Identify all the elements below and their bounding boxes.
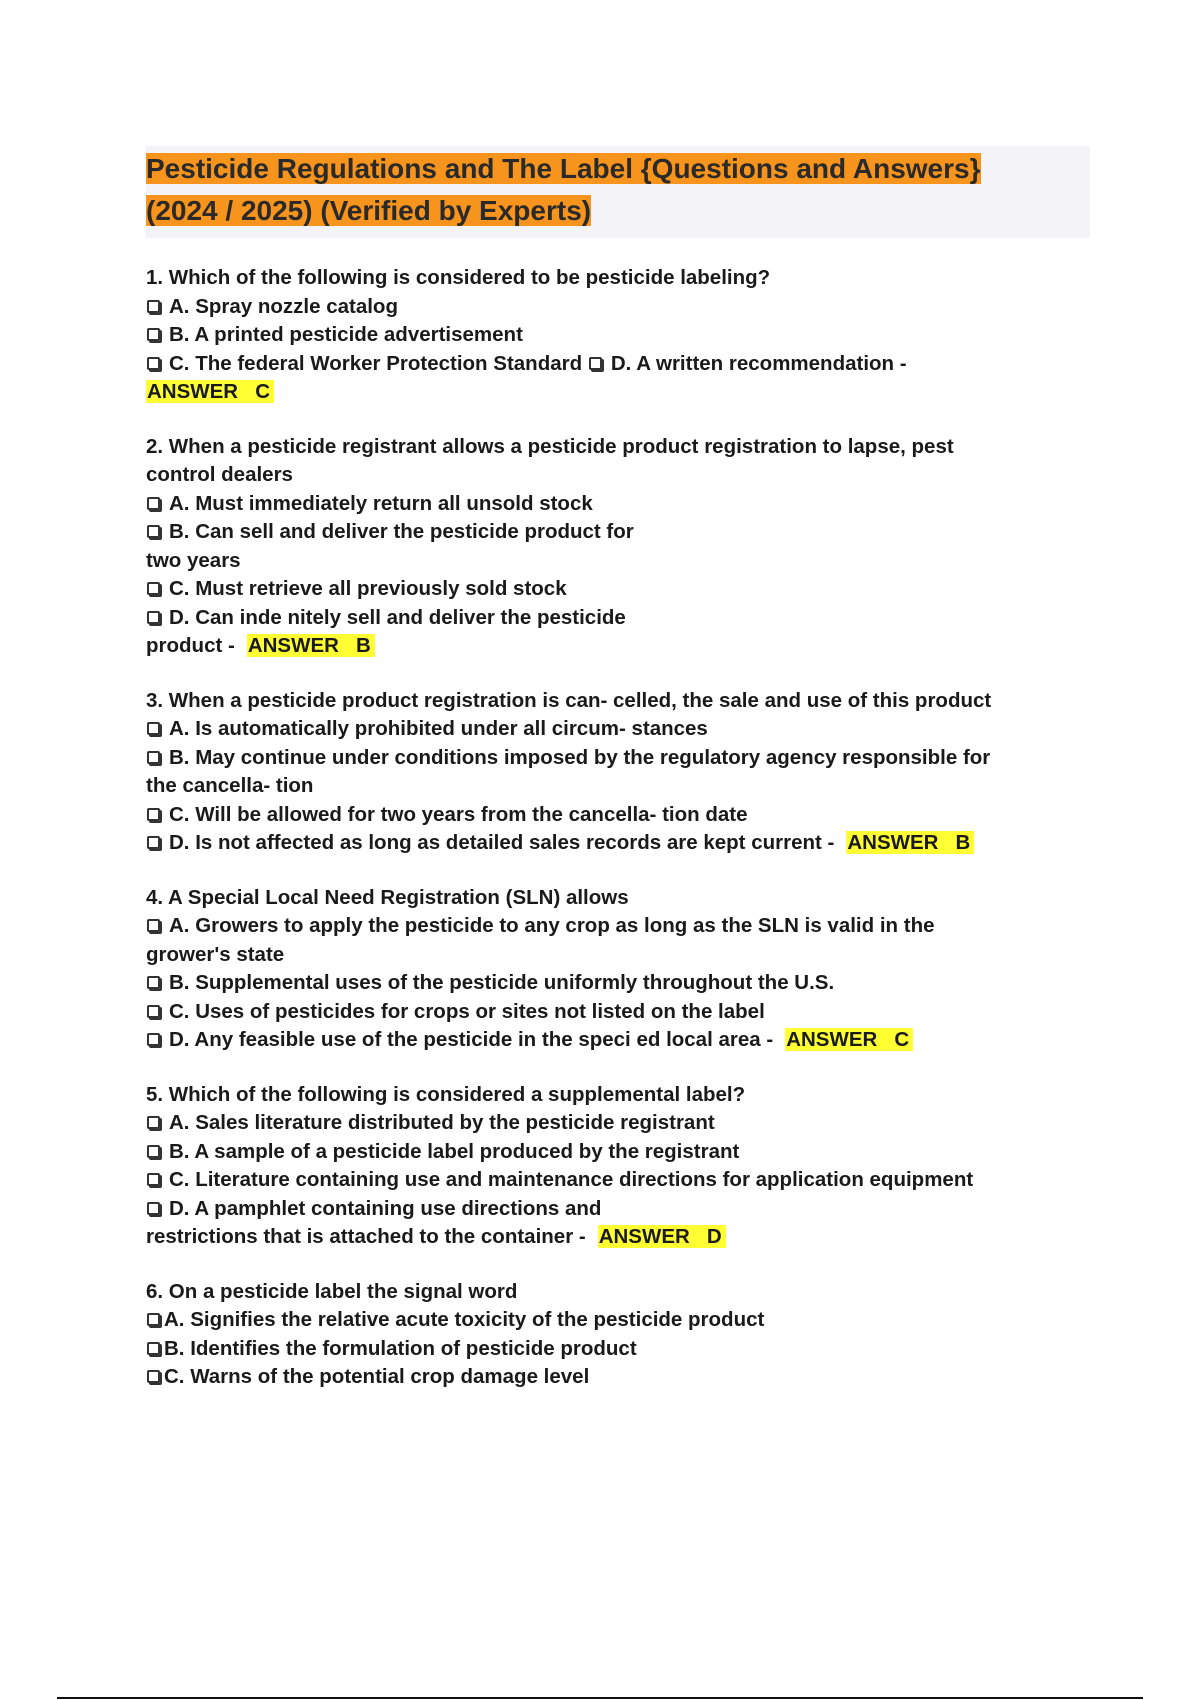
option-c: C. Must retrieve all previously sold stock xyxy=(146,575,1090,604)
question-stem: 1. Which of the following is considered to be pesticide labeling? xyxy=(146,266,771,289)
option-b: B. A sample of a pesticide label produced by the registrant xyxy=(146,1138,1090,1167)
checkbox-icon xyxy=(147,722,160,735)
question-stem: 3. When a pesticide product registration is can- celled, the sale and use of this product xyxy=(146,688,992,712)
checkbox-icon xyxy=(147,328,160,341)
checkbox-icon xyxy=(147,1116,160,1129)
question-4 xyxy=(146,884,1090,1055)
option-d: D. Can inde nitely sell and deliver the pesticide xyxy=(146,604,1090,633)
checkbox-icon xyxy=(147,1033,160,1046)
answer-badge: ANSWER B xyxy=(846,831,974,854)
option-c-d: C. The federal Worker Protection Standard D. A written recommendation - xyxy=(146,350,1090,379)
option-d-cont: restrictions that is attached to the container - ANSWER D xyxy=(146,1223,1090,1252)
option-a: A. Sales literature distributed by the pesticide registrant xyxy=(146,1109,1090,1138)
answer-badge: ANSWER B xyxy=(247,634,375,657)
document-title-block xyxy=(146,146,1090,238)
question-1 xyxy=(146,264,1090,407)
checkbox-icon xyxy=(147,1005,160,1018)
checkbox-icon xyxy=(147,525,160,538)
document-page xyxy=(146,146,1090,1392)
footer-divider xyxy=(57,1697,1143,1699)
checkbox-icon xyxy=(147,808,160,821)
option-c: C. Will be allowed for two years from the cancella- tion date xyxy=(146,801,1090,830)
option-c: C. Warns of the potential crop damage level xyxy=(146,1363,1090,1392)
option-b-cont: the cancella- tion xyxy=(146,774,314,797)
option-d-cont: product - ANSWER B xyxy=(146,632,1090,661)
option-b: B. May continue under conditions imposed by the regulatory agency responsible for xyxy=(146,744,1090,773)
checkbox-icon xyxy=(147,919,160,932)
checkbox-icon xyxy=(147,357,160,370)
question-2 xyxy=(146,433,1090,661)
checkbox-icon xyxy=(147,1145,160,1158)
document-title-line-2: (2024 / 2025) (Verified by Experts) xyxy=(146,195,592,226)
option-b: B. Can sell and deliver the pesticide product for xyxy=(146,518,1090,547)
checkbox-icon xyxy=(589,357,602,370)
option-a: A. Signifies the relative acute toxicity of the pesticide product xyxy=(146,1306,1090,1335)
answer-line xyxy=(146,378,1090,407)
checkbox-icon xyxy=(147,582,160,595)
question-3 xyxy=(146,687,1090,858)
question-stem: 6. On a pesticide label the signal word xyxy=(146,1279,518,1303)
checkbox-icon xyxy=(147,836,160,849)
question-5 xyxy=(146,1081,1090,1252)
answer-badge: ANSWER D xyxy=(598,1225,726,1248)
option-a: A. Must immediately return all unsold stock xyxy=(146,490,1090,519)
question-stem-cont: control dealers xyxy=(146,463,293,486)
checkbox-icon xyxy=(147,1313,160,1326)
option-d: D. Is not affected as long as detailed sales records are kept current - ANSWER B xyxy=(146,829,1090,858)
option-a: A. Is automatically prohibited under all circum- stances xyxy=(146,715,1090,744)
question-6 xyxy=(146,1278,1090,1392)
question-stem: 2. When a pesticide registrant allows a pesticide product registration to lapse, pest xyxy=(146,434,954,458)
checkbox-icon xyxy=(147,300,160,313)
option-c: C. Literature containing use and maintenance directions for application equipment xyxy=(146,1166,1090,1195)
option-a: A. Growers to apply the pesticide to any crop as long as the SLN is valid in the xyxy=(146,912,1090,941)
document-title-line-1: Pesticide Regulations and The Label {Questions and Answers} xyxy=(146,153,981,184)
checkbox-icon xyxy=(147,1173,160,1186)
checkbox-icon xyxy=(147,1342,160,1355)
option-b-cont: two years xyxy=(146,548,241,572)
checkbox-icon xyxy=(147,611,160,624)
checkbox-icon xyxy=(147,1202,160,1215)
option-a-cont: grower's state xyxy=(146,942,285,966)
option-a: A. Spray nozzle catalog xyxy=(146,293,1090,322)
answer-badge: ANSWER C xyxy=(785,1028,913,1051)
option-d: D. Any feasible use of the pesticide in the speci ed local area - ANSWER C xyxy=(146,1026,1090,1055)
option-b: B. A printed pesticide advertisement xyxy=(146,321,1090,350)
option-c: C. Uses of pesticides for crops or sites not listed on the label xyxy=(146,998,1090,1027)
option-b: B. Identifies the formulation of pesticide product xyxy=(146,1335,1090,1364)
option-d: D. A pamphlet containing use directions and xyxy=(146,1195,1090,1224)
answer-badge: ANSWER C xyxy=(146,380,274,403)
checkbox-icon xyxy=(147,497,160,510)
checkbox-icon xyxy=(147,976,160,989)
option-b: B. Supplemental uses of the pesticide uniformly throughout the U.S. xyxy=(146,969,1090,998)
question-stem: 5. Which of the following is considered a supplemental label? xyxy=(146,1082,746,1106)
checkbox-icon xyxy=(147,751,160,764)
checkbox-icon xyxy=(147,1370,160,1383)
question-stem: 4. A Special Local Need Registration (SLN) allows xyxy=(146,885,629,909)
